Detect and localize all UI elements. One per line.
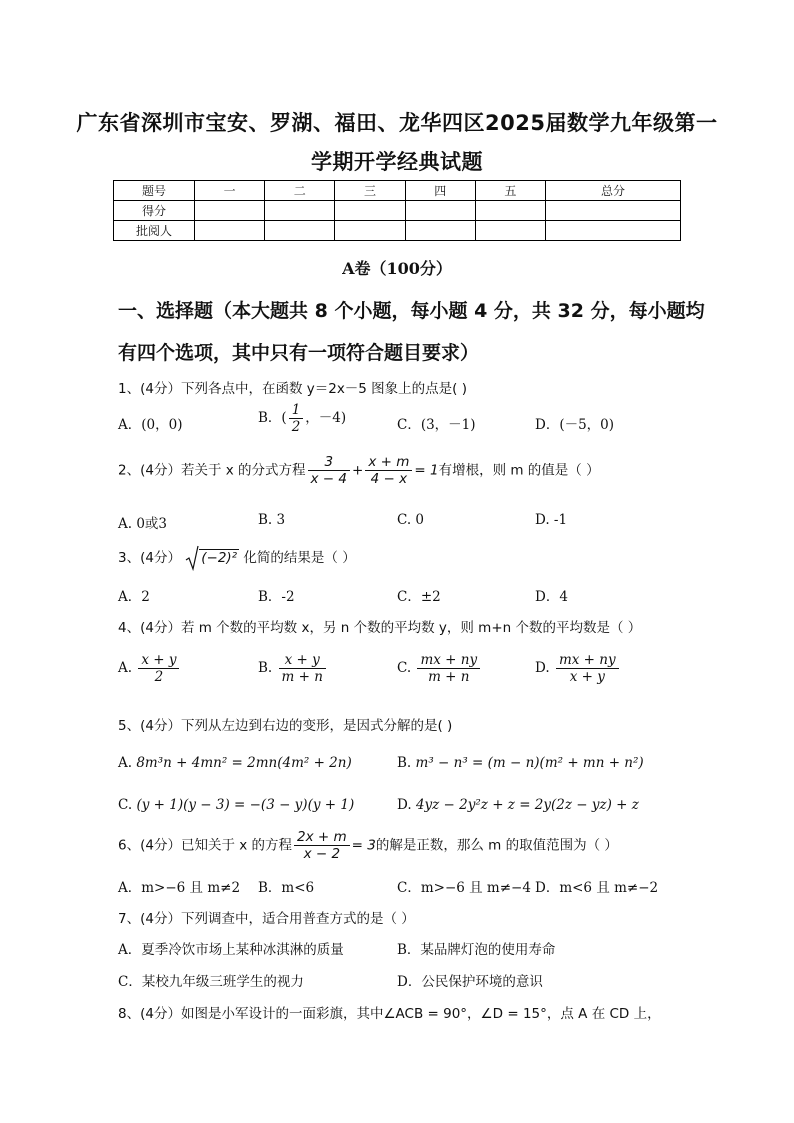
score-cell[interactable] xyxy=(546,201,681,221)
q2-option-c[interactable]: C. 0 xyxy=(397,512,425,528)
q1-option-a[interactable]: A．(0，0) xyxy=(118,417,183,433)
fraction-numerator: x + y xyxy=(138,652,179,669)
q7-option-c[interactable]: C．某校九年级三班学生的视力 xyxy=(118,974,304,990)
q1-option-c[interactable]: C．(3，－1) xyxy=(397,417,476,433)
q2-fraction-1 xyxy=(308,454,350,487)
q5-option-c[interactable] xyxy=(118,797,354,813)
q6-stem-pre: 6、(4分）已知关于 x 的方程 xyxy=(118,837,293,854)
square-root-icon xyxy=(185,545,199,571)
q6-equals: = 3 xyxy=(351,837,376,854)
q5-stem: 5、(4分）下列从左边到右边的变形，是因式分解的是( ) xyxy=(118,718,453,734)
score-table-row xyxy=(114,221,681,241)
q2-stem xyxy=(118,454,600,487)
option-label: D. xyxy=(535,660,550,676)
fraction-numerator: x + m xyxy=(365,454,412,471)
q3-option-c[interactable]: C．±2 xyxy=(397,589,441,605)
q1-option-b-post: ，－4) xyxy=(305,410,347,426)
q7-stem: 7、(4分）下列调查中，适合用普查方式的是（ ） xyxy=(118,911,415,927)
section-heading-line2: 有四个选项，其中只有一项符合题目要求） xyxy=(118,342,480,364)
fraction-numerator: mx + ny xyxy=(556,652,619,669)
q4-option-b[interactable] xyxy=(258,652,328,685)
option-label: B. xyxy=(258,660,273,676)
fraction-denominator: m + n xyxy=(281,669,323,685)
q1-option-b[interactable] xyxy=(258,402,346,435)
score-cell[interactable] xyxy=(546,221,681,241)
fraction-numerator: x + y xyxy=(279,652,326,669)
q5-a-expression: 8m³n + 4mn² = 2mn(4m² + 2n) xyxy=(136,755,352,771)
q3-option-b[interactable]: B．-2 xyxy=(258,589,295,605)
option-label: A. xyxy=(118,660,133,676)
score-header-cell: 总分 xyxy=(546,181,681,201)
q7-option-d[interactable]: D．公民保护环境的意识 xyxy=(397,974,543,990)
fraction-denominator: 2 xyxy=(154,669,164,685)
q2-fraction-2 xyxy=(365,454,412,487)
q4-d-fraction xyxy=(556,652,619,685)
score-cell[interactable] xyxy=(265,201,335,221)
score-row-label: 批阅人 xyxy=(114,221,195,241)
q2-plus: + xyxy=(352,462,364,479)
volume-title: A卷（100分） xyxy=(342,259,452,278)
section-heading-line1: 一、选择题（本大题共 8 个小题，每小题 4 分，共 32 分，每小题均 xyxy=(118,300,705,322)
score-cell[interactable] xyxy=(335,221,405,241)
score-cell[interactable] xyxy=(475,221,545,241)
q2-option-d[interactable]: D. -1 xyxy=(535,512,568,528)
score-row-label: 得分 xyxy=(114,201,195,221)
exam-title-line2: 学期开学经典试题 xyxy=(311,150,483,174)
score-table-row xyxy=(114,201,681,221)
q6-option-b[interactable]: B．m<6 xyxy=(258,880,315,896)
q2-option-b[interactable]: B. 3 xyxy=(258,512,286,528)
score-table xyxy=(113,180,681,241)
score-table-header-row xyxy=(114,181,681,201)
q6-option-c[interactable]: C．m>−6 且 m≠−4 xyxy=(397,880,531,896)
score-cell[interactable] xyxy=(335,201,405,221)
q5-d-expression: 4yz − 2y²z + z = 2y(2z − yz) + z xyxy=(415,797,639,813)
fraction-denominator: x − 4 xyxy=(310,471,348,487)
score-header-cell: 四 xyxy=(405,181,475,201)
q4-option-c[interactable] xyxy=(397,652,482,685)
q2-stem-pre: 2、(4分）若关于 x 的分式方程 xyxy=(118,462,306,479)
q2-stem-post: 有增根，则 m 的值是（ ） xyxy=(438,462,600,479)
q3-stem-pre: 3、(4分） xyxy=(118,550,181,566)
fraction-denominator: x + y xyxy=(569,669,605,685)
q6-option-d[interactable]: D．m<6 且 m≠−2 xyxy=(535,880,659,896)
score-cell[interactable] xyxy=(195,201,265,221)
q7-option-b[interactable]: B．某品牌灯泡的使用寿命 xyxy=(397,942,556,958)
q5-option-a[interactable] xyxy=(118,755,352,771)
fraction-numerator: 1 xyxy=(289,402,304,419)
fraction-denominator: x − 2 xyxy=(303,846,341,862)
option-label: B. xyxy=(397,755,412,771)
score-header-cell: 题号 xyxy=(114,181,195,201)
q1-option-d[interactable]: D．(－5，0) xyxy=(535,417,615,433)
fraction-numerator: 2x + m xyxy=(294,829,350,846)
score-cell[interactable] xyxy=(265,221,335,241)
q4-c-fraction xyxy=(417,652,480,685)
q3-stem-post: 化简的结果是（ ） xyxy=(243,550,356,566)
q1-fraction xyxy=(289,402,304,435)
q4-stem: 4、(4分）若 m 个数的平均数 x，另 n 个数的平均数 y，则 m+n 个数的平均数是（ ） xyxy=(118,620,642,636)
q6-stem xyxy=(118,829,618,862)
fraction-denominator: m + n xyxy=(428,669,470,685)
option-label: C. xyxy=(118,797,133,813)
score-cell[interactable] xyxy=(405,221,475,241)
score-cell[interactable] xyxy=(475,201,545,221)
score-header-cell: 一 xyxy=(195,181,265,201)
score-header-cell: 二 xyxy=(265,181,335,201)
q3-option-a[interactable]: A．2 xyxy=(118,589,150,605)
fraction-denominator: 4 − x xyxy=(370,471,408,487)
q7-option-a[interactable]: A．夏季冷饮市场上某种冰淇淋的质量 xyxy=(118,942,344,958)
q3-stem xyxy=(118,545,356,571)
option-label: A. xyxy=(118,755,133,771)
score-cell[interactable] xyxy=(405,201,475,221)
q5-option-d[interactable] xyxy=(397,797,639,813)
q1-stem: 1、(4分）下列各点中，在函数 y＝2x－5 图象上的点是( ) xyxy=(118,381,468,397)
q2-equals: = 1 xyxy=(414,462,439,479)
q4-b-fraction xyxy=(279,652,326,685)
score-header-cell: 五 xyxy=(475,181,545,201)
q6-stem-post: 的解是正数，那么 m 的取值范围为（ ） xyxy=(375,837,618,854)
q5-option-b[interactable] xyxy=(397,755,644,771)
exam-title-line1: 广东省深圳市宝安、罗湖、福田、龙华四区2025届数学九年级第一 xyxy=(76,111,718,135)
fraction-numerator: 3 xyxy=(308,454,350,471)
q4-option-a[interactable] xyxy=(118,652,181,685)
q3-radicand: (−2)² xyxy=(201,550,238,566)
fraction-denominator: 2 xyxy=(291,419,301,435)
q4-a-fraction xyxy=(138,652,179,685)
q5-b-expression: m³ − n³ = (m − n)(m² + mn + n²) xyxy=(415,755,644,771)
score-cell[interactable] xyxy=(195,221,265,241)
option-label: D. xyxy=(397,797,412,813)
fraction-numerator: mx + ny xyxy=(417,652,480,669)
option-label: C. xyxy=(397,660,412,676)
q6-fraction xyxy=(294,829,350,862)
q2-option-a[interactable]: A. 0或3 xyxy=(118,516,168,532)
q5-c-expression: (y + 1)(y − 3) = −(3 − y)(y + 1) xyxy=(136,797,355,813)
q6-option-a[interactable]: A．m>−6 且 m≠2 xyxy=(118,880,241,896)
q3-option-d[interactable]: D．4 xyxy=(535,589,568,605)
q8-stem: 8、(4分）如图是小军设计的一面彩旗，其中∠ACB = 90°，∠D = 15°，点 A 在 CD 上， xyxy=(118,1006,661,1022)
q1-option-b-pre: B．( xyxy=(258,410,287,426)
q4-option-d[interactable] xyxy=(535,652,621,685)
score-header-cell: 三 xyxy=(335,181,405,201)
